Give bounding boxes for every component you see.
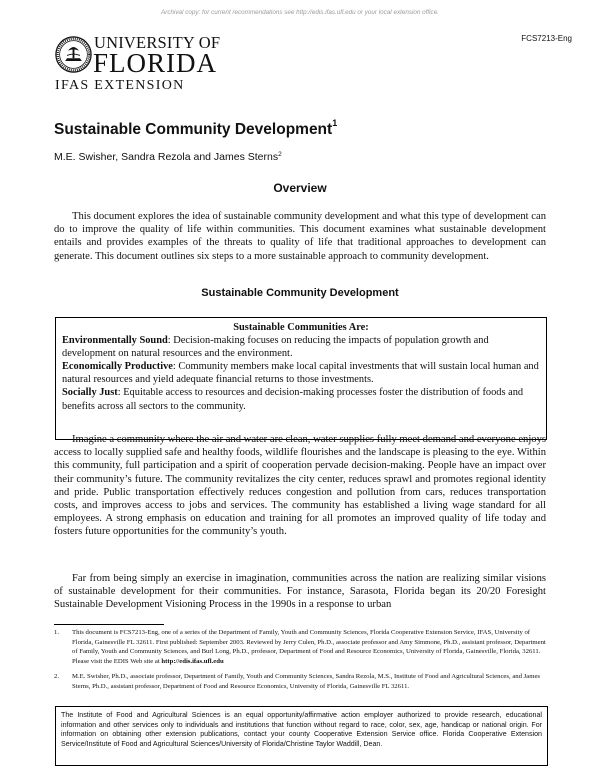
title-footnote-ref: 1 bbox=[332, 118, 338, 128]
overview-heading: Overview bbox=[273, 181, 327, 195]
box-heading: Sustainable Communities Are: bbox=[233, 322, 369, 333]
sustainable-communities-box bbox=[55, 317, 547, 440]
body-paragraph-2: Far from being simply an exercise in imagination, communities across the nation are realizing similar visions of sustainable development for their communities. For instance, Sarasota, Florida began its 20/20 Foresight Sustainable Development Visioning Process in the 1990s in a response to urban bbox=[54, 573, 546, 611]
footnote-text: This document is FCS7213-Eng, one of a series of the Department of Family, Youth and Community Sciences, Florida Cooperative Extension Service, IFAS, University of Florida, Gainesville FL 32611. First published: September 2003. Reviewed by Jerry Culen, Ph.D., associate professor and Amy Simmone, Ph.D., assistant professor, Department of Family, Youth and Community Sciences, and Burl Long, Ph.D., professor, Department of Food and Resource Economics, University of Florida, Gainesville, Florida, 32611. Please visit the EDIS Web site at bbox=[72, 629, 546, 665]
authors bbox=[54, 151, 282, 163]
box-item bbox=[62, 334, 540, 360]
box-item-text: : Community members make local capital investments that will sustain local human and natural resources and yield adequate financial returns to those investments. bbox=[62, 361, 539, 386]
footnote-number: 1. bbox=[54, 629, 60, 636]
page-title bbox=[54, 118, 338, 139]
box-item-term: Economically Productive bbox=[62, 361, 173, 373]
footnote-divider bbox=[54, 624, 164, 625]
logo-florida: FLORIDA bbox=[93, 48, 218, 78]
archive-notice: Archival copy: for current recommendations see http://edis.ifas.ufl.edu or your local extension office. bbox=[161, 9, 439, 16]
logo-ifas-extension: IFAS EXTENSION bbox=[55, 78, 185, 93]
footnote-text: M.E. Swisher, Ph.D., associate professor, Department of Family, Youth and Community Sciences, Sandra Rezola, M.S., Institute of Food and Agricultural Sciences, and James Sterns, Ph.D., assistant professor, Department of Food and Resource Economics, University of Florida, Gainesville FL 32611. bbox=[72, 673, 541, 690]
footnote-2 bbox=[54, 672, 548, 691]
overview-paragraph: This document explores the idea of sustainable community development and what this type of development can do to improve the quality of life within communities. This document examines what sustainable development entails and provides examples of the threats to quality of life that traditional approaches to development can generate. This document outlines six steps to a more sustainable approach to community development. bbox=[54, 211, 546, 262]
box-item bbox=[62, 360, 540, 386]
edis-link[interactable]: http://edis.ifas.ufl.edu bbox=[161, 657, 224, 665]
authors-footnote-ref: 2 bbox=[278, 151, 282, 158]
footnote-1 bbox=[54, 628, 548, 666]
footer-notice: The Institute of Food and Agricultural Sciences is an equal opportunity/affirmative action employer authorized to provide research, educational information and other services only to individuals and institutions that function without regard to race, color, sex, age, handicap or national origin. For information on obtaining other extension publications, contact your county Cooperative Extension Service office. Florida Cooperative Extension Service/Institute of Food and Agricultural Sciences/University of Florida/Christine Taylor Waddill, Dean. bbox=[55, 706, 548, 766]
box-item-text: : Equitable access to resources and decision-making processes foster the distribution of foods and benefits across all sectors to the community. bbox=[62, 387, 524, 412]
university-seal-icon bbox=[55, 36, 92, 73]
box-item-term: Environmentally Sound bbox=[62, 335, 168, 347]
box-item-term: Socially Just bbox=[62, 387, 118, 399]
footnote-number: 2. bbox=[54, 673, 60, 680]
box-item-text: : Decision-making focuses on reducing the impacts of population growth and development on natural resources and the environment. bbox=[62, 335, 489, 360]
authors-text: M.E. Swisher, Sandra Rezola and James Sterns bbox=[54, 151, 279, 163]
box-item bbox=[62, 386, 540, 412]
logo-university-of: UNIVERSITY OF bbox=[94, 33, 221, 52]
document-id: FCS7213-Eng bbox=[521, 34, 572, 43]
title-text: Sustainable Community Development bbox=[54, 121, 333, 138]
body-paragraph-1: Imagine a community where the air and water are clean, water supplies fully meet demand and everyone enjoys access to locally supplied safe and healthy foods, wildlife flourishes and the landscape is pleasing to the eye. Within this community, full participation and a spirit of cooperation pervade decision-making. People have an impact over their community’s future. The community revitalizes the city center, reduces sprawl and promotes regional identity and pride. Public transportation effectively reduces congestion and pollution from cars, reduces transportation costs, and improves access to jobs and services. The community has established a living wage standard for all employees. A strong emphasis on education and training for all promotes an improved quality of life today and fosters future opportunities for the community’s youth. bbox=[54, 434, 546, 538]
section-heading: Sustainable Community Development bbox=[201, 287, 399, 299]
